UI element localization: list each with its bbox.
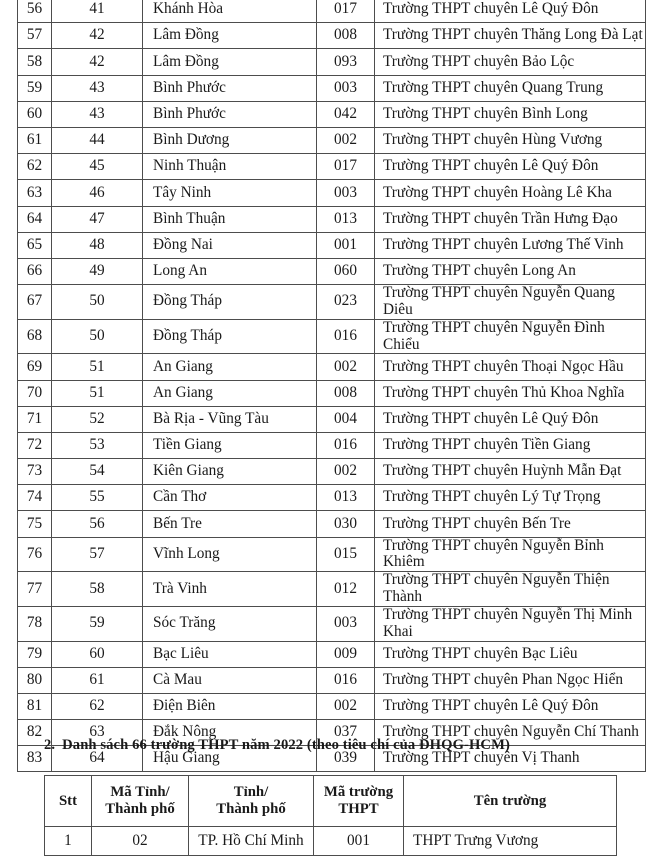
- col-header-ma-truong: [314, 776, 404, 827]
- cell-ma-truong: 016: [317, 432, 375, 458]
- cell-ma-tinh: 58: [52, 572, 143, 607]
- cell-ma-tinh: 61: [52, 667, 143, 693]
- cell-ma-tinh: 57: [52, 537, 143, 572]
- section-2-heading: [44, 737, 510, 754]
- table-66-schools-wrapper: [44, 775, 617, 856]
- cell-tinh: Lâm Đồng: [143, 49, 317, 75]
- cell-stt: 71: [18, 406, 52, 432]
- cell-stt: 79: [18, 641, 52, 667]
- cell-ten-truong: Trường THPT chuyên Quang Trung: [375, 75, 646, 101]
- col-header-tinh-line2: Thành phố: [216, 801, 286, 817]
- cell-ten-truong: Trường THPT chuyên Bến Tre: [375, 511, 646, 537]
- cell-ma-truong: 001: [317, 232, 375, 258]
- cell-ten-truong: THPT Trưng Vương: [404, 827, 617, 856]
- col-header-ma-tinh-line1: Mã Tỉnh/: [110, 784, 170, 801]
- cell-tinh: Lâm Đồng: [143, 23, 317, 49]
- cell-ma-truong: 017: [317, 0, 375, 23]
- cell-ten-truong: Trường THPT chuyên Trần Hưng Đạo: [375, 206, 646, 232]
- table-row: [18, 49, 646, 75]
- cell-ma-truong: 023: [317, 285, 375, 320]
- cell-ten-truong: Trường THPT chuyên Hoàng Lê Kha: [375, 180, 646, 206]
- cell-stt: 77: [18, 572, 52, 607]
- cell-ten-truong: Trường THPT chuyên Hùng Vương: [375, 127, 646, 153]
- cell-stt: 57: [18, 23, 52, 49]
- cell-ten-truong: Trường THPT chuyên Huỳnh Mẫn Đạt: [375, 459, 646, 485]
- col-header-ma-tinh: [92, 776, 189, 827]
- cell-ten-truong: Trường THPT chuyên Lê Quý Đôn: [375, 0, 646, 23]
- col-header-tinh: [189, 776, 314, 827]
- cell-ma-tinh: 41: [52, 0, 143, 23]
- table-header-row: [45, 776, 617, 827]
- table-row: [18, 258, 646, 284]
- cell-stt: 63: [18, 180, 52, 206]
- cell-ma-tinh: 60: [52, 641, 143, 667]
- cell-tinh: Tiền Giang: [143, 432, 317, 458]
- cell-tinh: Điện Biên: [143, 693, 317, 719]
- cell-ma-truong: 017: [317, 154, 375, 180]
- col-header-stt-line1: Stt: [58, 792, 78, 809]
- cell-tinh: Bình Phước: [143, 75, 317, 101]
- cell-ma-tinh: 56: [52, 511, 143, 537]
- cell-ma-tinh: 64: [52, 746, 143, 772]
- cell-ma-truong: 012: [317, 572, 375, 607]
- cell-ma-tinh: 62: [52, 693, 143, 719]
- cell-tinh: Cà Mau: [143, 667, 317, 693]
- table-chuyen-schools-wrapper: [17, 0, 646, 772]
- col-header-tinh-line1: Tỉnh/: [233, 784, 269, 801]
- table-row: [18, 485, 646, 511]
- cell-ma-tinh: 50: [52, 319, 143, 354]
- cell-stt: 72: [18, 432, 52, 458]
- table-row: [18, 406, 646, 432]
- cell-ma-truong: 093: [317, 49, 375, 75]
- cell-ten-truong: Trường THPT chuyên Lê Quý Đôn: [375, 406, 646, 432]
- cell-tinh: Đắk Nông: [143, 720, 317, 746]
- cell-ma-truong: 002: [317, 354, 375, 380]
- cell-stt: 62: [18, 154, 52, 180]
- cell-ma-tinh: 52: [52, 406, 143, 432]
- cell-tinh: Tây Ninh: [143, 180, 317, 206]
- table-row: [45, 827, 617, 856]
- cell-stt: 69: [18, 354, 52, 380]
- cell-ma-tinh: 53: [52, 432, 143, 458]
- cell-ma-truong: 003: [317, 606, 375, 641]
- cell-stt: 78: [18, 606, 52, 641]
- cell-ma-tinh: 51: [52, 380, 143, 406]
- table-row: [18, 319, 646, 354]
- cell-ten-truong: Trường THPT chuyên Nguyễn Thị Minh Khai: [375, 606, 646, 641]
- table-row: [18, 606, 646, 641]
- cell-stt: 56: [18, 0, 52, 23]
- cell-tinh: Đồng Tháp: [143, 285, 317, 320]
- cell-ma-truong: 003: [317, 180, 375, 206]
- cell-ma-truong: 002: [317, 693, 375, 719]
- col-header-ma-tinh-line2: Thành phố: [105, 801, 175, 817]
- cell-ma-tinh: 51: [52, 354, 143, 380]
- cell-stt: 76: [18, 537, 52, 572]
- cell-ten-truong: Trường THPT chuyên Bình Long: [375, 101, 646, 127]
- cell-ma-truong: 016: [317, 319, 375, 354]
- table-row: [18, 232, 646, 258]
- col-header-ten-truong-line1: Tên trường: [473, 792, 547, 809]
- cell-ten-truong: Trường THPT chuyên Thoại Ngọc Hầu: [375, 354, 646, 380]
- cell-ma-tinh: 50: [52, 285, 143, 320]
- cell-stt: 70: [18, 380, 52, 406]
- col-header-ten-truong: [404, 776, 617, 827]
- cell-ma-truong: 002: [317, 459, 375, 485]
- cell-ma-tinh: 45: [52, 154, 143, 180]
- cell-ten-truong: Trường THPT chuyên Long An: [375, 258, 646, 284]
- cell-tinh: Bạc Liêu: [143, 641, 317, 667]
- cell-stt: 74: [18, 485, 52, 511]
- cell-ma-tinh: 02: [92, 827, 189, 856]
- cell-tinh: Bà Rịa - Vũng Tàu: [143, 406, 317, 432]
- cell-tinh: Bình Dương: [143, 127, 317, 153]
- cell-ten-truong: Trường THPT chuyên Nguyễn Thiện Thành: [375, 572, 646, 607]
- table-row: [18, 572, 646, 607]
- cell-ten-truong: Trường THPT chuyên Nguyễn Quang Diêu: [375, 285, 646, 320]
- table-row: [18, 101, 646, 127]
- table-row: [18, 23, 646, 49]
- cell-tinh: Đồng Tháp: [143, 319, 317, 354]
- cell-tinh: Ninh Thuận: [143, 154, 317, 180]
- cell-ten-truong: Trường THPT chuyên Vị Thanh: [375, 746, 646, 772]
- cell-tinh: Vĩnh Long: [143, 537, 317, 572]
- cell-ma-tinh: 43: [52, 75, 143, 101]
- cell-ten-truong: Trường THPT chuyên Lê Quý Đôn: [375, 693, 646, 719]
- table-66-schools: [44, 775, 617, 856]
- cell-ten-truong: Trường THPT chuyên Thăng Long Đà Lạt: [375, 23, 646, 49]
- cell-ten-truong: Trường THPT chuyên Thủ Khoa Nghĩa: [375, 380, 646, 406]
- cell-tinh: Đồng Nai: [143, 232, 317, 258]
- cell-tinh: Khánh Hòa: [143, 0, 317, 23]
- cell-stt: 61: [18, 127, 52, 153]
- cell-ma-truong: 003: [317, 75, 375, 101]
- cell-stt: 81: [18, 693, 52, 719]
- cell-ma-tinh: 43: [52, 101, 143, 127]
- table-row: [18, 432, 646, 458]
- cell-ma-tinh: 47: [52, 206, 143, 232]
- table-row: [18, 693, 646, 719]
- cell-tinh: Long An: [143, 258, 317, 284]
- cell-ma-truong: 042: [317, 101, 375, 127]
- cell-ma-truong: 016: [317, 667, 375, 693]
- cell-ma-tinh: 44: [52, 127, 143, 153]
- table-row: [18, 537, 646, 572]
- cell-ten-truong: Trường THPT chuyên Nguyễn Bỉnh Khiêm: [375, 537, 646, 572]
- cell-ma-tinh: 59: [52, 606, 143, 641]
- table-row: [18, 127, 646, 153]
- cell-tinh: Trà Vinh: [143, 572, 317, 607]
- cell-ma-truong: 009: [317, 641, 375, 667]
- cell-ma-truong: 013: [317, 485, 375, 511]
- cell-ma-tinh: 49: [52, 258, 143, 284]
- cell-tinh: Bến Tre: [143, 511, 317, 537]
- cell-tinh: Hậu Giang: [143, 746, 317, 772]
- cell-tinh: Bình Phước: [143, 101, 317, 127]
- cell-ten-truong: Trường THPT chuyên Lý Tự Trọng: [375, 485, 646, 511]
- cell-stt: 67: [18, 285, 52, 320]
- cell-ma-truong: 001: [314, 827, 404, 856]
- cell-ten-truong: Trường THPT chuyên Bảo Lộc: [375, 49, 646, 75]
- cell-ma-truong: 008: [317, 380, 375, 406]
- cell-ma-truong: 037: [317, 720, 375, 746]
- cell-ma-tinh: 63: [52, 720, 143, 746]
- cell-ten-truong: Trường THPT chuyên Nguyễn Chí Thanh: [375, 720, 646, 746]
- cell-ma-tinh: 48: [52, 232, 143, 258]
- cell-stt: 66: [18, 258, 52, 284]
- table-row: [18, 180, 646, 206]
- cell-stt: 59: [18, 75, 52, 101]
- cell-stt: 82: [18, 720, 52, 746]
- cell-stt: 1: [45, 827, 92, 856]
- section-2-title: Danh sách 66 trường THPT năm 2022 (theo tiêu chí của ĐHQG-HCM): [62, 737, 510, 753]
- table-66-schools-head: [45, 776, 617, 827]
- cell-ma-tinh: 42: [52, 23, 143, 49]
- cell-ma-tinh: 54: [52, 459, 143, 485]
- cell-ma-truong: 008: [317, 23, 375, 49]
- cell-tinh: An Giang: [143, 380, 317, 406]
- cell-ma-tinh: 55: [52, 485, 143, 511]
- table-row: [18, 667, 646, 693]
- cell-ma-truong: 002: [317, 127, 375, 153]
- table-row: [18, 511, 646, 537]
- cell-stt: 65: [18, 232, 52, 258]
- cell-stt: 80: [18, 667, 52, 693]
- col-header-stt: [45, 776, 92, 827]
- section-2-number: 2.: [44, 737, 56, 753]
- cell-ma-truong: 060: [317, 258, 375, 284]
- cell-stt: 60: [18, 101, 52, 127]
- table-row: [18, 459, 646, 485]
- cell-tinh: Kiên Giang: [143, 459, 317, 485]
- cell-ma-tinh: 42: [52, 49, 143, 75]
- table-row: [18, 354, 646, 380]
- table-row: [18, 380, 646, 406]
- table-row: [18, 154, 646, 180]
- cell-ten-truong: Trường THPT chuyên Lương Thế Vinh: [375, 232, 646, 258]
- table-chuyen-schools: [17, 0, 646, 772]
- cell-tinh: Bình Thuận: [143, 206, 317, 232]
- cell-tinh: Cần Thơ: [143, 485, 317, 511]
- cell-tinh: An Giang: [143, 354, 317, 380]
- cell-stt: 68: [18, 319, 52, 354]
- table-row: [18, 0, 646, 23]
- col-header-ma-truong-line1: Mã trường: [323, 784, 394, 801]
- table-row: [18, 75, 646, 101]
- cell-tinh: Sóc Trăng: [143, 606, 317, 641]
- cell-ten-truong: Trường THPT chuyên Lê Quý Đôn: [375, 154, 646, 180]
- cell-stt: 73: [18, 459, 52, 485]
- cell-ma-tinh: 46: [52, 180, 143, 206]
- cell-ma-truong: 030: [317, 511, 375, 537]
- cell-ten-truong: Trường THPT chuyên Tiền Giang: [375, 432, 646, 458]
- cell-tinh: TP. Hồ Chí Minh: [189, 827, 314, 856]
- cell-ten-truong: Trường THPT chuyên Bạc Liêu: [375, 641, 646, 667]
- col-header-ma-truong-line2: THPT: [338, 801, 379, 817]
- table-row: [18, 206, 646, 232]
- cell-stt: 75: [18, 511, 52, 537]
- cell-ten-truong: Trường THPT chuyên Nguyễn Đình Chiểu: [375, 319, 646, 354]
- cell-ten-truong: Trường THPT chuyên Phan Ngọc Hiển: [375, 667, 646, 693]
- cell-ma-truong: 004: [317, 406, 375, 432]
- cell-ma-truong: 039: [317, 746, 375, 772]
- cell-ma-truong: 013: [317, 206, 375, 232]
- table-row: [18, 285, 646, 320]
- table-row: [18, 641, 646, 667]
- cell-stt: 58: [18, 49, 52, 75]
- cell-stt: 83: [18, 746, 52, 772]
- cell-stt: 64: [18, 206, 52, 232]
- cell-ma-truong: 015: [317, 537, 375, 572]
